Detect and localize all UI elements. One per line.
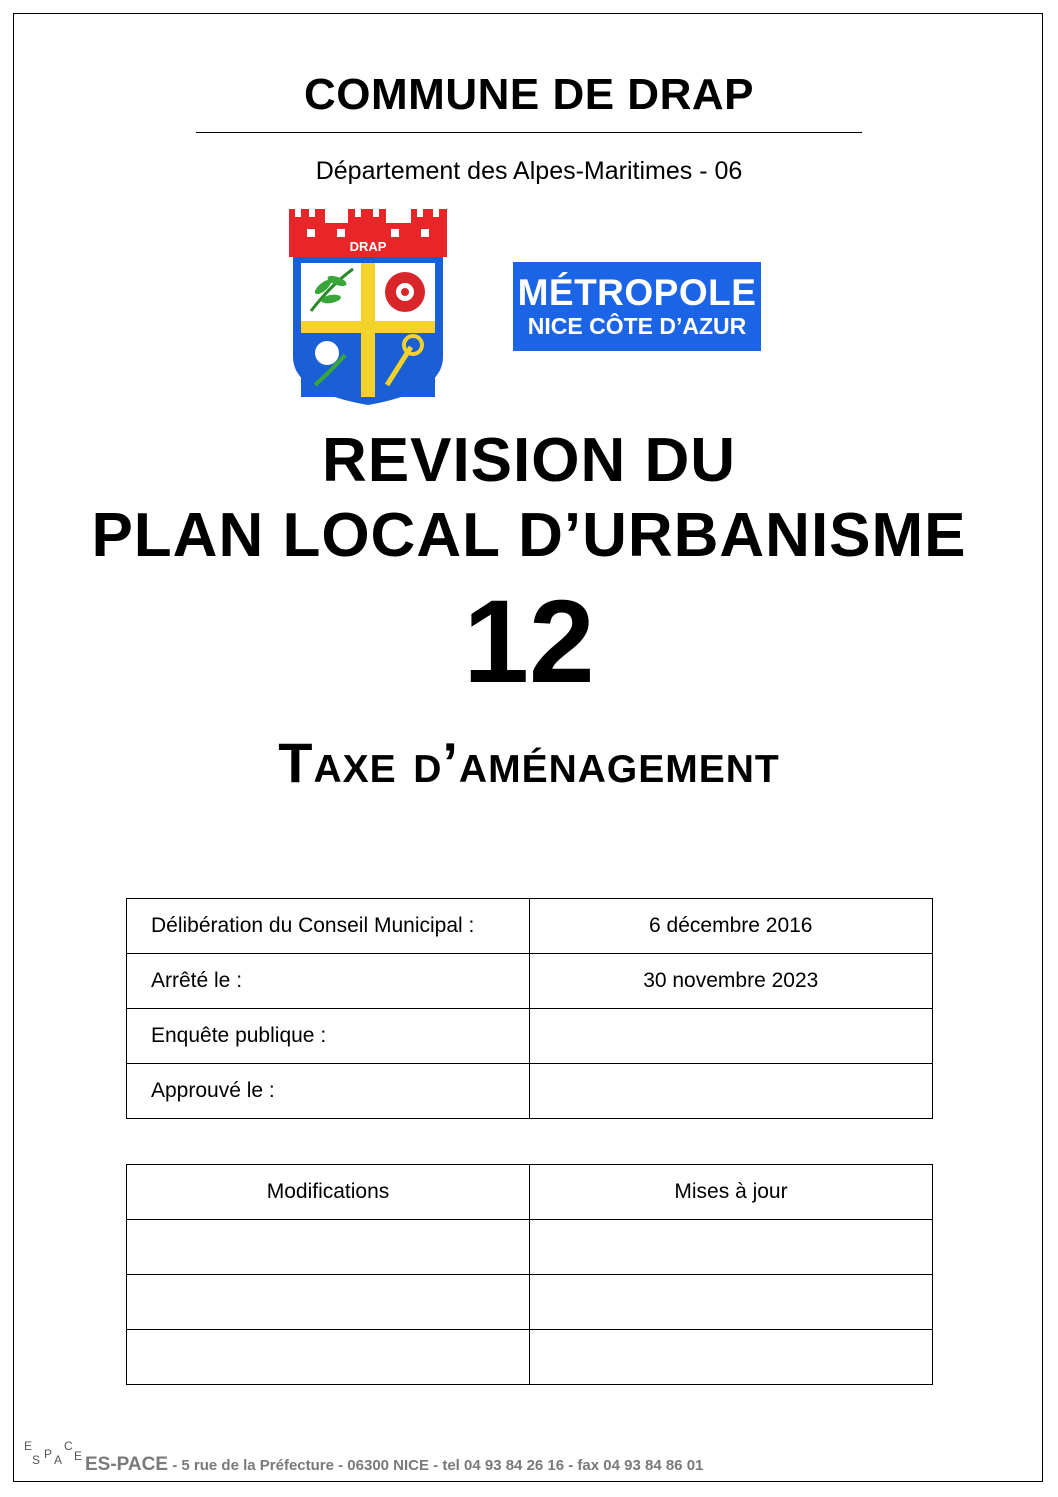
table-label: Approuvé le : [127,1064,530,1119]
crest-label: DRAP [349,239,387,254]
table-row [127,1330,933,1385]
doc-title-line2: PLAN LOCAL D’URBANISME [91,501,967,570]
table-cell [530,1275,933,1330]
doc-title-line1: REVISION DU [321,426,737,495]
table-label: Délibération du Conseil Municipal : [127,899,530,954]
metropole-line1: MÉTROPOLE [517,272,757,313]
table-cell [127,1275,530,1330]
department-line: Département des Alpes-Maritimes - 06 [315,157,743,185]
modifications-table [126,1164,933,1385]
logo-letter: A [54,1453,63,1467]
table-row [127,1009,933,1064]
table-row [127,954,933,1009]
metropole-logo [513,262,761,351]
logo-letter: C [64,1439,73,1453]
logo-letter: P [44,1447,53,1461]
doc-subject: Taxe d’aménagement [278,731,780,794]
table-cell [127,1330,530,1385]
table-row [127,899,933,954]
table-label: Enquête publique : [127,1009,530,1064]
logo-letter: E [74,1449,83,1463]
commune-title: COMMUNE DE DRAP [304,70,754,119]
table-value: 6 décembre 2016 [529,899,932,954]
table-value: 30 novembre 2023 [529,954,932,1009]
column-header-modifications: Modifications [127,1165,530,1220]
title-divider [196,132,862,133]
logo-letter: E [24,1439,33,1453]
table-cell [127,1220,530,1275]
espace-logo [20,1439,86,1467]
table-value [529,1009,932,1064]
footer-contact: - 5 rue de la Préfecture - 06300 NICE - tel 04 93 84 26 16 - fax 04 93 84 86 01 [168,1457,704,1474]
logo-letter: S [32,1453,41,1467]
table-cell [530,1220,933,1275]
doc-number: 12 [463,576,595,708]
metropole-line2: NICE CÔTE D’AZUR [527,313,747,339]
table-header-row [127,1165,933,1220]
table-cell [530,1330,933,1385]
table-value [529,1064,932,1119]
drap-crest-icon [287,207,449,407]
footer-brand: ES-PACE [85,1454,169,1475]
table-row [127,1064,933,1119]
column-header-updates: Mises à jour [530,1165,933,1220]
table-row [127,1220,933,1275]
table-label: Arrêté le : [127,954,530,1009]
table-row [127,1275,933,1330]
procedure-table [126,898,933,1119]
footer-address [85,1454,703,1476]
